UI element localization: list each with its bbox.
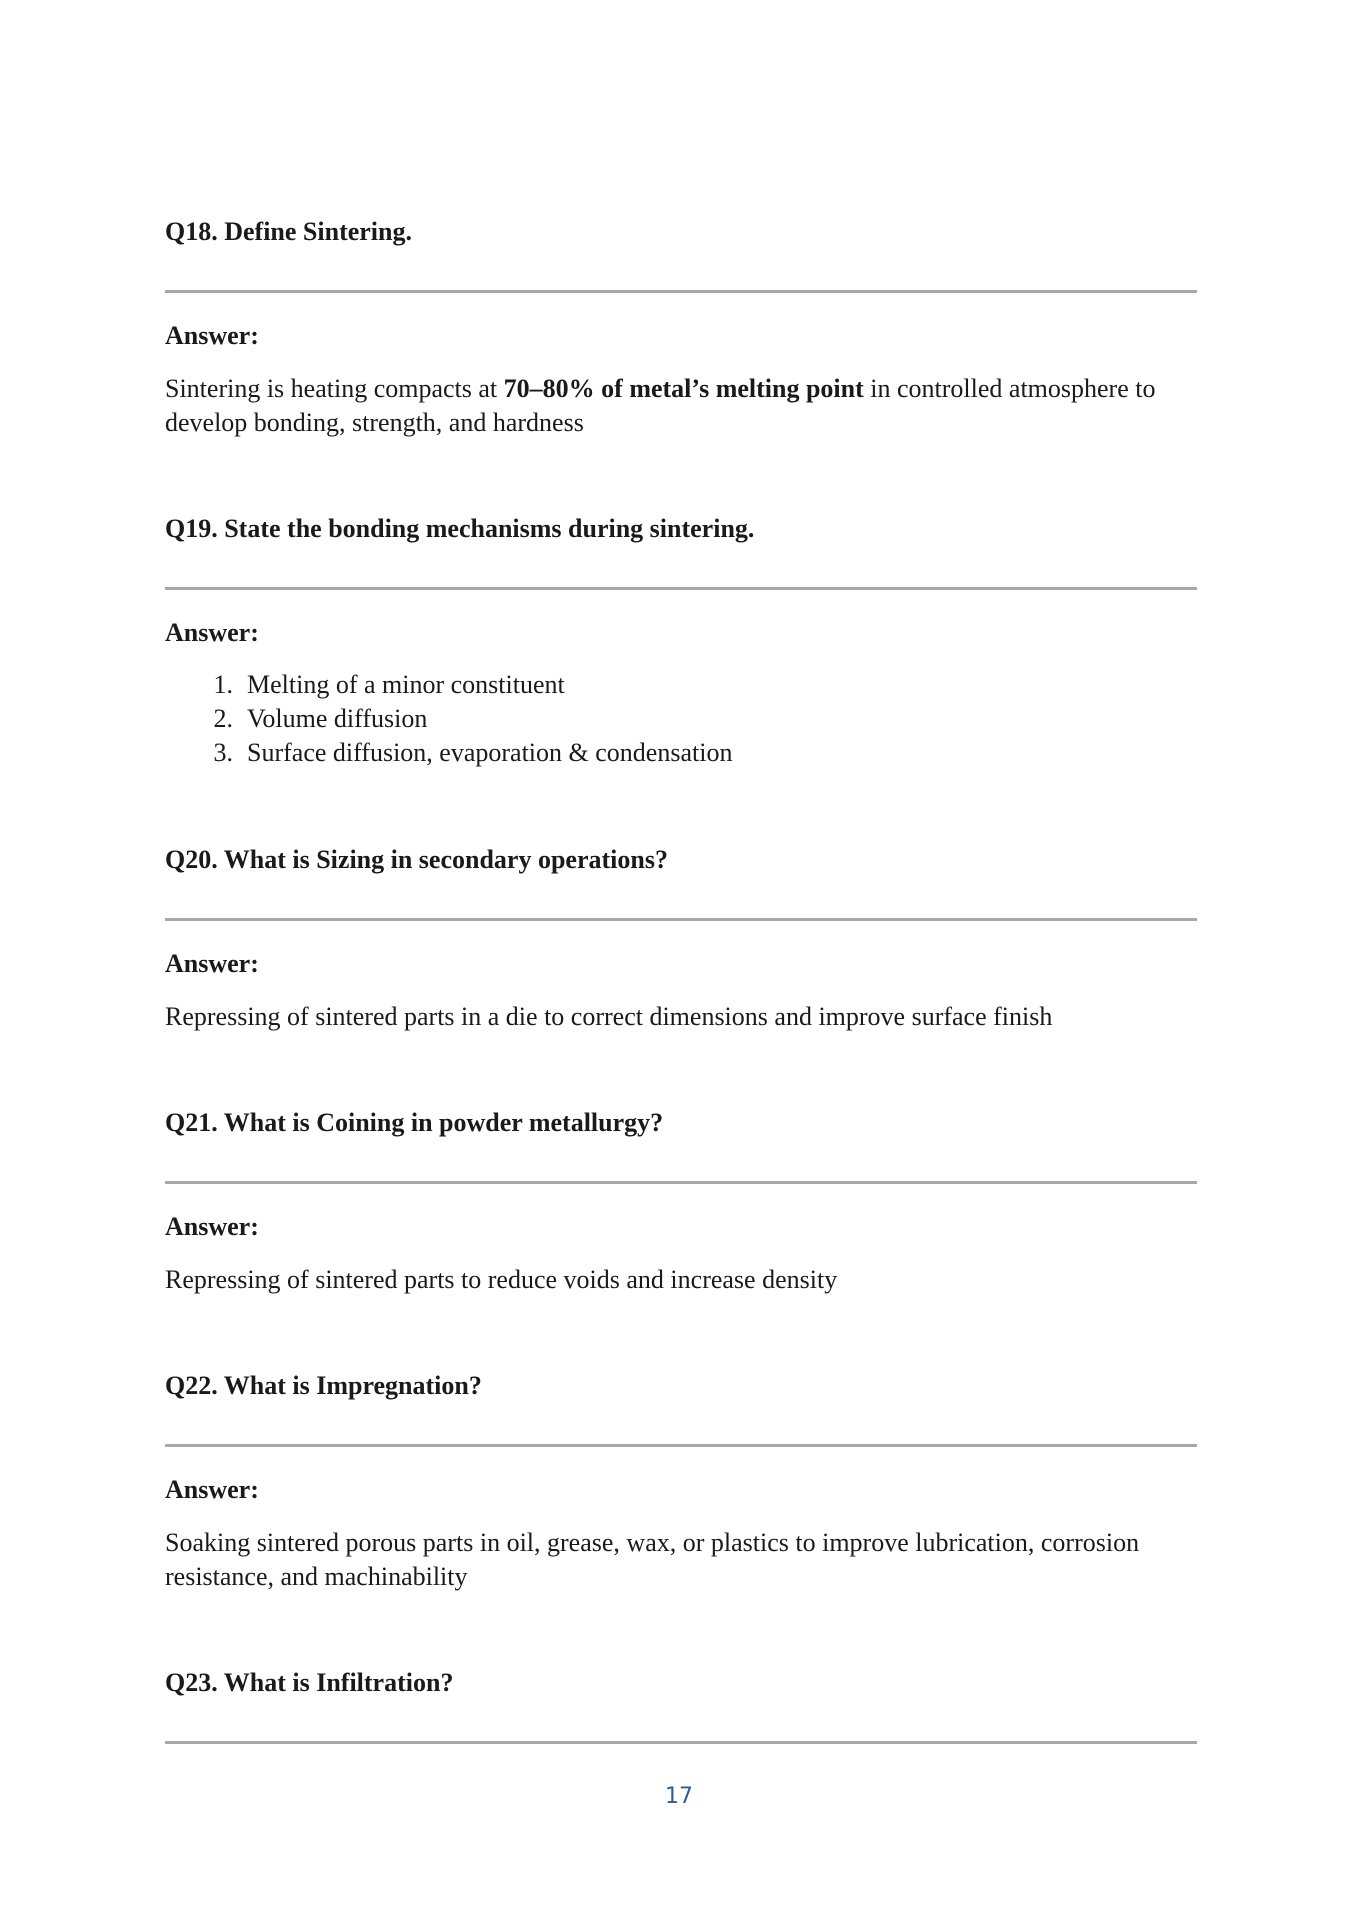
list-item-text: Surface diffusion, evaporation & condensation: [247, 738, 733, 767]
answer-label: Answer:: [165, 618, 259, 647]
question-divider: [165, 290, 1197, 293]
question-q21: Q21. What is Coining in powder metallurgy?: [165, 1108, 664, 1137]
answer-text-q22: Soaking sintered porous parts in oil, grease, wax, or plastics to improve lubrication, corrosion resistance, and machinability: [165, 1528, 1140, 1591]
answer-text-q20: Repressing of sintered parts in a die to correct dimensions and improve surface finish: [165, 1002, 1053, 1031]
list-item: [165, 736, 732, 770]
question-q23: Q23. What is Infiltration?: [165, 1668, 454, 1697]
page-number: 17: [665, 1784, 693, 1809]
answer-label: Answer:: [165, 1212, 259, 1241]
list-item-number: 3.: [213, 738, 233, 767]
answer-text-bold: 70–80% of metal’s melting point: [503, 374, 864, 403]
list-item-number: 1.: [213, 670, 233, 699]
list-item: [165, 702, 732, 736]
question-divider: [165, 1741, 1197, 1744]
answer-text-part: Sintering is heating compacts at: [165, 374, 504, 403]
answer-label: Answer:: [165, 1475, 259, 1504]
question-q20: Q20. What is Sizing in secondary operations?: [165, 845, 668, 874]
question-q18: Q18. Define Sintering.: [165, 217, 412, 246]
answer-text-q21: Repressing of sintered parts to reduce voids and increase density: [165, 1265, 838, 1294]
list-item-text: Melting of a minor constituent: [247, 670, 565, 699]
question-divider: [165, 918, 1197, 921]
list-item-number: 2.: [213, 704, 233, 733]
answer-list-q19: [165, 668, 732, 770]
question-q22: Q22. What is Impregnation?: [165, 1371, 482, 1400]
answer-text-part: in controlled atmosphere to develop bonding, strength, and hardness: [165, 374, 1156, 437]
list-item: [165, 668, 732, 702]
question-divider: [165, 587, 1197, 590]
answer-label: Answer:: [165, 949, 259, 978]
answer-label: Answer:: [165, 321, 259, 350]
list-item-text: Volume diffusion: [247, 704, 428, 733]
question-divider: [165, 1181, 1197, 1184]
answer-text-q18: [165, 372, 1205, 440]
question-q19: Q19. State the bonding mechanisms during sintering.: [165, 514, 755, 543]
question-divider: [165, 1444, 1197, 1447]
